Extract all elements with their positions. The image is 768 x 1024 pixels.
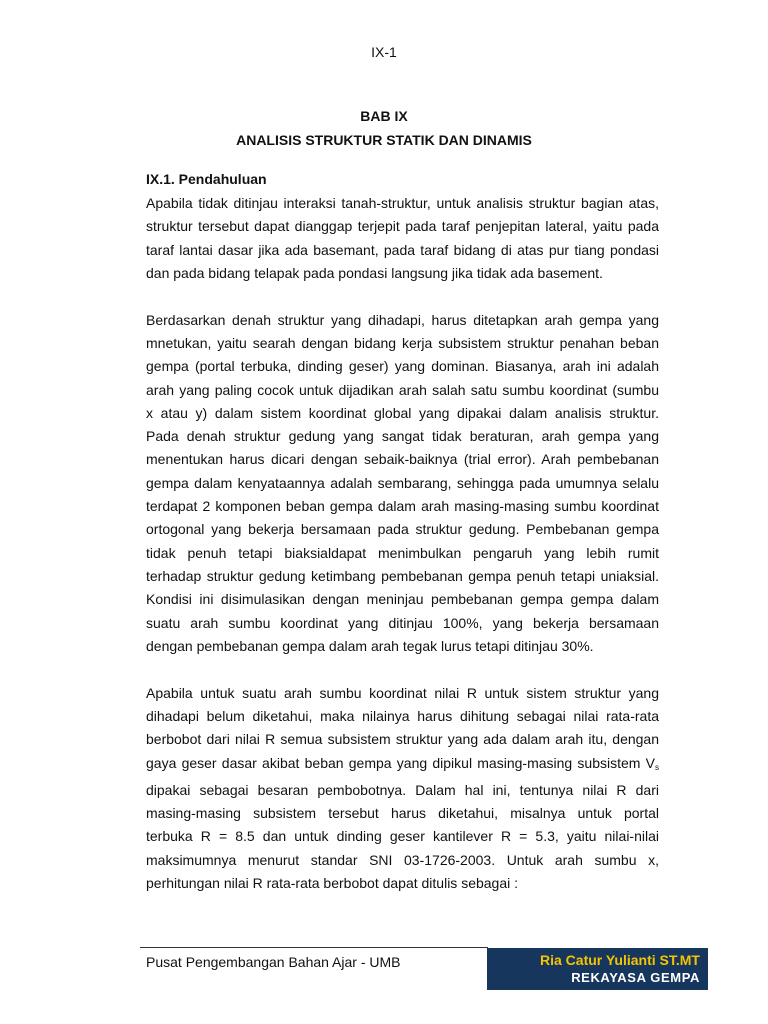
page-number: IX-1 — [371, 44, 397, 60]
paragraph-line: terbuka R = 8.5 dan untuk dinding geser kantilever R = 5.3, yaitu nilai-nilai — [146, 828, 659, 845]
paragraph-line: Kondisi ini disimulasikan dengan meninjau pembebanan gempa gempa dalam — [146, 591, 659, 608]
paragraph-line: Berdasarkan denah struktur yang dihadapi, harus ditetapkan arah gempa yang — [146, 311, 659, 328]
paragraph-line: ortogonal yang bekerja bersamaan pada struktur gedung. Pembebanan gempa — [146, 521, 659, 538]
paragraph-line: Pada denah struktur gedung yang sangat tidak beraturan, arah gempa yang — [146, 428, 659, 445]
paragraph-2 — [146, 309, 659, 658]
paragraph-line — [146, 752, 659, 779]
footer-author-box — [487, 948, 708, 990]
paragraph-line: struktur tersebut dapat dianggap terjepit pada taraf penjepitan lateral, yaitu pada — [146, 218, 659, 235]
paragraph-line: x atau y) dalam sistem koordinat global yang dipakai dalam analisis struktur. — [146, 404, 659, 421]
paragraph-line: suatu arah sumbu koordinat yang ditinjau 100%, yang bekerja bersamaan — [146, 614, 659, 631]
paragraph-line: terhadap struktur gedung ketimbang pembebanan gempa penuh tetapi uniaksial. — [146, 567, 659, 584]
paragraph-line: masing-masing subsistem tersebut harus diketahui, misalnya untuk portal — [146, 805, 659, 822]
paragraph-line: dihadapi belum diketahui, maka nilainya harus dihitung sebagai nilai rata-rata — [146, 707, 659, 724]
paragraph-line: dan pada bidang telapak pada pondasi langsung jika tidak ada basement. — [146, 264, 603, 281]
document-body — [146, 170, 659, 895]
subscript: s — [655, 762, 659, 772]
footer-institution: Pusat Pengembangan Bahan Ajar - UMB — [146, 954, 401, 970]
paragraph-line: mnetukan, yaitu searah dengan bidang kerja subsistem struktur penahan beban — [146, 334, 659, 351]
footer-divider — [140, 947, 488, 948]
footer-author: Ria Catur Yulianti ST.MT — [540, 952, 700, 968]
chapter-label: BAB IX — [360, 108, 408, 124]
paragraph-line: arah yang paling cocok untuk dijadikan arah salah satu sumbu koordinat (sumbu — [146, 381, 659, 398]
paragraph-1 — [146, 192, 659, 285]
paragraph-line: maksimumnya menurut standar SNI 03-1726-2003. Untuk arah sumbu x, — [146, 851, 659, 868]
footer-course: REKAYASA GEMPA — [571, 970, 700, 985]
paragraph-line: gempa (portal terbuka, dinding geser) yang dominan. Biasanya, arah ini adalah — [146, 358, 659, 375]
paragraph-line: dengan pembebanan gempa dalam arah tegak lurus tetapi ditinjau 30%. — [146, 637, 594, 654]
chapter-heading — [0, 104, 768, 152]
paragraph-line: perhitungan nilai R rata-rata berbobot dapat ditulis sebagai : — [146, 875, 519, 892]
paragraph-line: dipakai sebagai besaran pembobotnya. Dalam hal ini, tentunya nilai R dari — [146, 781, 659, 798]
paragraph-line: berbobot dari nilai R semua subsistem struktur yang ada dalam arah itu, dengan — [146, 731, 659, 748]
chapter-title: ANALISIS STRUKTUR STATIK DAN DINAMIS — [236, 132, 532, 148]
paragraph-line: gempa dalam kenyataannya adalah sembarang, sehingga pada umumnya selalu — [146, 474, 659, 491]
paragraph-line: taraf lantai dasar jika ada basemant, pada taraf bidang di atas pur tiang pondasi — [146, 241, 659, 258]
paragraph-line: Apabila tidak ditinjau interaksi tanah-struktur, untuk analisis struktur bagian atas, — [146, 195, 659, 211]
paragraph-line: tidak penuh tetapi biaksialdapat menimbulkan pengaruh yang lebih rumit — [146, 544, 659, 561]
paragraph-3 — [146, 682, 659, 896]
section-heading: IX.1. Pendahuluan — [146, 171, 267, 187]
paragraph-line: menentukan harus dicari dengan sebaik-baiknya (trial error). Arah pembebanan — [146, 451, 659, 468]
paragraph-line: Apabila untuk suatu arah sumbu koordinat nilai R untuk sistem struktur yang — [146, 684, 659, 701]
paragraph-line-text: gaya geser dasar akibat beban gempa yang dipikul masing-masing subsistem V — [146, 754, 655, 771]
paragraph-line: terdapat 2 komponen beban gempa dalam arah masing-masing sumbu koordinat — [146, 498, 659, 515]
